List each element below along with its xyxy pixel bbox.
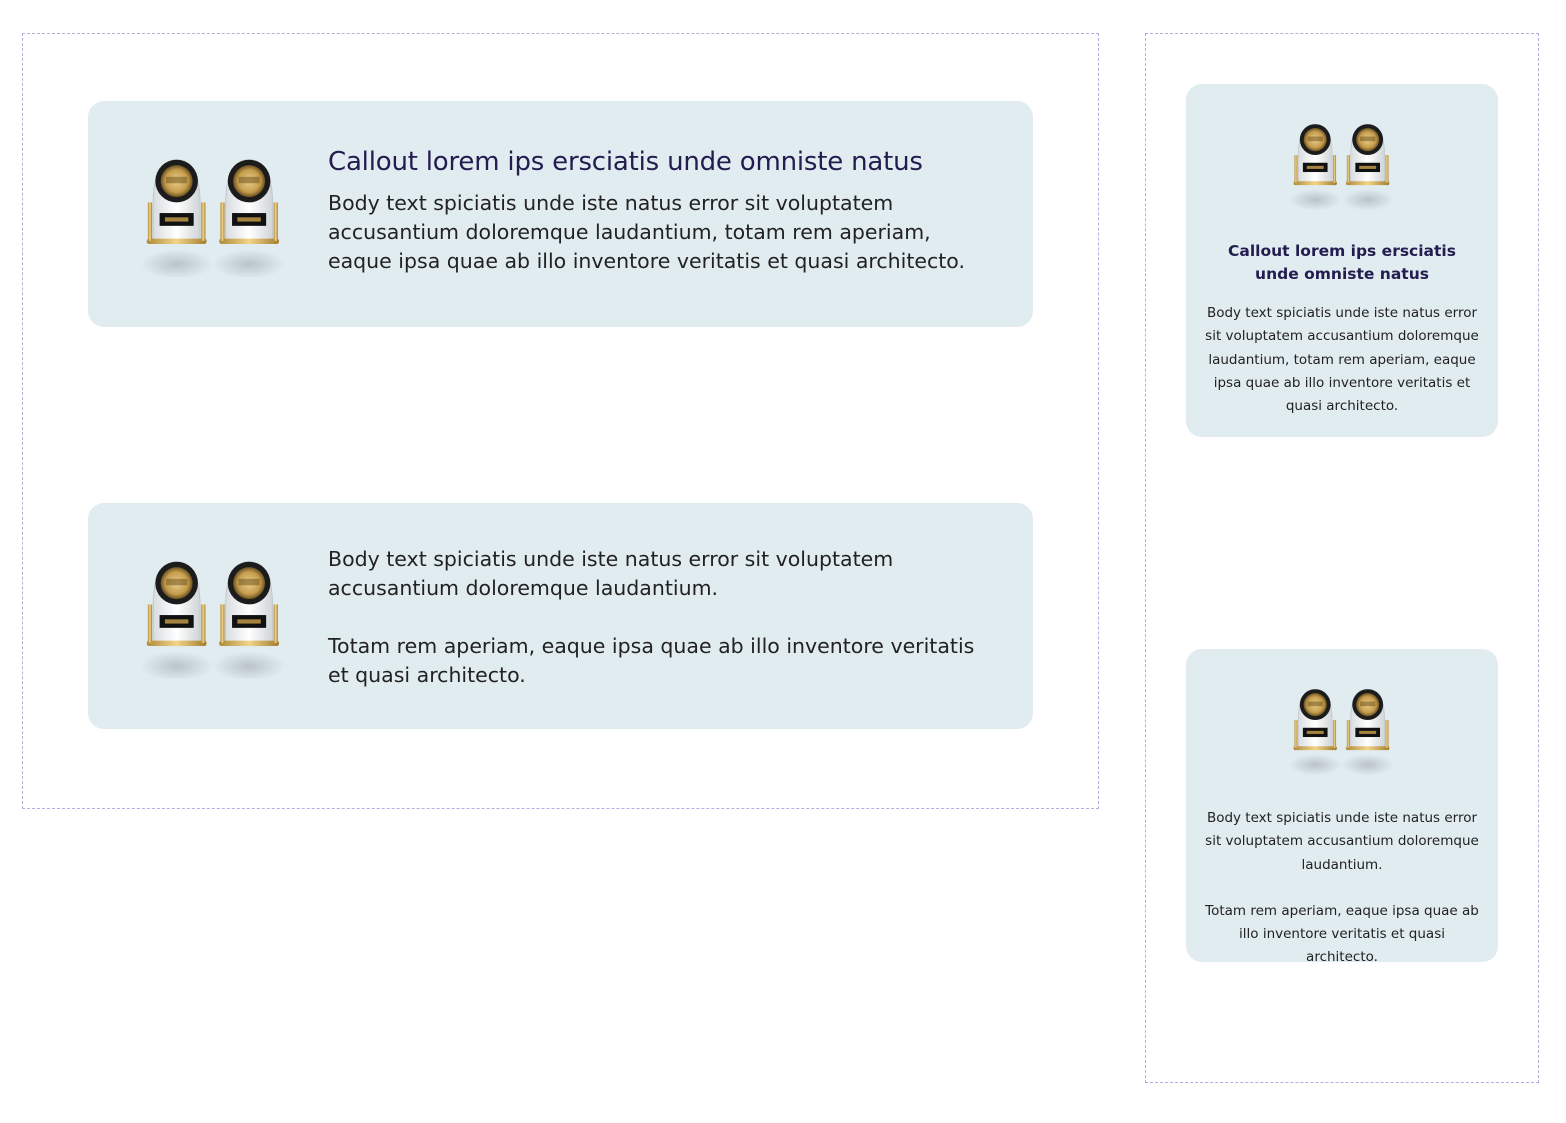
callout-title: Callout lorem ips ersciatis unde omniste natus: [1228, 242, 1456, 283]
mobile-callout-with-title: [1186, 84, 1498, 437]
callout-title: Callout lorem ips ersciatis unde omniste natus: [328, 147, 923, 177]
callout-body-paragraph-1: Body text spiciatis unde iste natus error sit voluptatem accusantium doloremque laudantium.: [1205, 810, 1479, 873]
callout-body-paragraph-1: Body text spiciatis unde iste natus error sit voluptatem accusantium doloremque laudantium.: [328, 547, 894, 600]
award-trophies-icon: [1289, 114, 1397, 210]
callout-body: Body text spiciatis unde iste natus error sit voluptatem accusantium doloremque laudantium, totam rem aperiam, eaque ipsa quae ab illo inventore veritatis et quasi architecto.: [328, 191, 966, 273]
desktop-callout-no-title: [88, 503, 1033, 729]
desktop-callout-with-title: [88, 101, 1033, 327]
callout-body: Body text spiciatis unde iste natus error sit voluptatem accusantium doloremque laudantium, totam rem aperiam, eaque ipsa quae ab illo inventore veritatis et quasi architecto.: [1205, 305, 1479, 415]
callout-body-paragraph-2: Totam rem aperiam, eaque ipsa quae ab illo inventore veritatis et quasi architecto.: [1205, 902, 1479, 966]
callout-body-paragraph-2: Totam rem aperiam, eaque ipsa quae ab illo inventore veritatis et quasi architecto.: [328, 634, 975, 687]
award-trophies-icon: [140, 147, 290, 277]
award-trophies-icon: [1289, 679, 1397, 775]
award-trophies-icon: [140, 549, 290, 679]
mobile-callout-no-title: [1186, 649, 1498, 966]
